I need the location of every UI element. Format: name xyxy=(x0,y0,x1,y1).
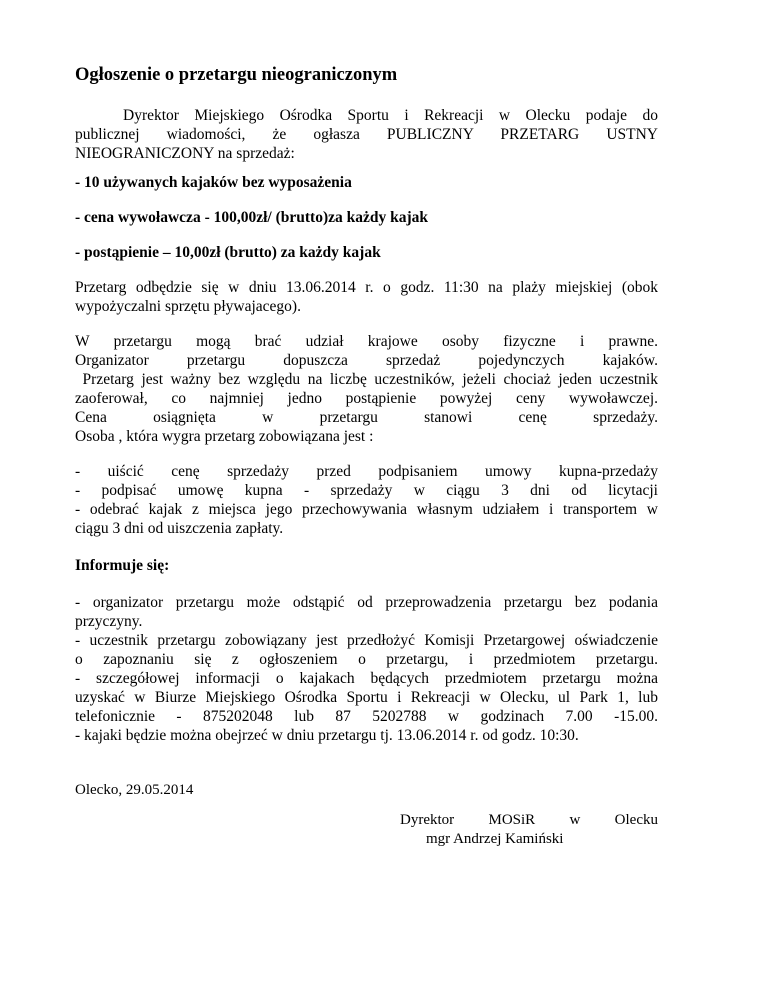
info-line: przyczyny. xyxy=(75,613,143,630)
signature-title xyxy=(400,811,658,830)
participation-line: Organizator przetargu dopuszcza sprzedaż pojedynczych kajaków. xyxy=(75,352,658,369)
participation-line: W przetargu mogą brać udział krajowe osoby fizyczne i prawne. xyxy=(75,333,658,350)
location-line: Przetarg odbędzie się w dniu 13.06.2014 r. o godz. 11:30 na plaży miejskiej (obok xyxy=(75,279,658,296)
location-paragraph xyxy=(75,278,658,316)
signature-word: Olecku xyxy=(614,812,658,828)
document-page xyxy=(75,64,658,800)
info-line: - szczegółowej informacji o kajakach będących przedmiotem przetargu można xyxy=(75,670,658,687)
participation-line: Przetarg jest ważny bez względu na liczbę uczestników, jeżeli chociaż jeden uczestnik xyxy=(75,371,658,388)
info-line: - kajaki będzie można obejrzeć w dniu przetargu tj. 13.06.2014 r. od godz. 10:30. xyxy=(75,727,579,744)
info-line: telefonicznie - 875202048 lub 87 5202788 w godzinach 7.00 -15.00. xyxy=(75,708,658,725)
item-starting-price: - cena wywoławcza - 100,00zł/ (brutto)za każdy kajak xyxy=(75,209,429,226)
info-heading: Informuje się: xyxy=(75,557,170,574)
intro-line: NIEOGRANICZONY na sprzedaż: xyxy=(75,145,295,162)
info-line: uzyskać w Biurze Miejskiego Ośrodka Sportu i Rekreacji w Olecku, ul Park 1, lub xyxy=(75,689,658,706)
item-kayaks: - 10 używanych kajaków bez wyposażenia xyxy=(75,174,352,191)
obligations-paragraph xyxy=(75,462,658,538)
item-bid-increment: - postąpienie – 10,00zł (brutto) za każdy kajak xyxy=(75,244,381,261)
place-date: Olecko, 29.05.2014 xyxy=(75,782,194,798)
obligation-line: - podpisać umowę kupna - sprzedaży w ciągu 3 dni od licytacji xyxy=(75,482,658,499)
intro-line: Dyrektor Miejskiego Ośrodka Sportu i Rekreacji w Olecku podaje do xyxy=(123,107,658,124)
participation-line: Cena osiągnięta w przetargu stanowi cenę sprzedaży. xyxy=(75,409,658,426)
info-line: - uczestnik przetargu zobowiązany jest przedłożyć Komisji Przetargowej oświadczenie xyxy=(75,632,658,649)
obligation-line: - uiścić cenę sprzedaży przed podpisaniem umowy kupna-przedaży xyxy=(75,463,658,480)
info-paragraph xyxy=(75,593,658,745)
obligation-line: - odebrać kajak z miejsca jego przechowywania własnym udziałem i transportem w xyxy=(75,501,658,518)
location-line: wypożyczalni sprzętu pływajacego). xyxy=(75,298,301,315)
signature-word: Dyrektor xyxy=(400,812,455,828)
participation-paragraph xyxy=(75,332,658,446)
participation-line: zaoferował, co najmniej jedno postąpienie powyżej ceny wywoławczej. xyxy=(75,390,658,407)
intro-line: publicznej wiadomości, że ogłasza PUBLICZNY PRZETARG USTNY xyxy=(75,126,658,143)
signature-block xyxy=(400,811,658,849)
info-line: - organizator przetargu może odstąpić od przeprowadzenia przetargu bez podania xyxy=(75,594,658,611)
signature-word: MOSiR xyxy=(488,812,536,828)
signature-word: w xyxy=(569,812,581,828)
info-line: o zapoznaniu się z ogłoszeniem o przetargu, i przedmiotem przetargu. xyxy=(75,651,658,668)
document-title: Ogłoszenie o przetargu nieograniczonym xyxy=(75,65,398,85)
intro-paragraph xyxy=(75,106,658,163)
signature-name: mgr Andrzej Kamiński xyxy=(426,831,564,847)
obligation-line: ciągu 3 dni od uiszczenia zapłaty. xyxy=(75,520,284,537)
participation-line: Osoba , która wygra przetarg zobowiązana jest : xyxy=(75,428,374,445)
